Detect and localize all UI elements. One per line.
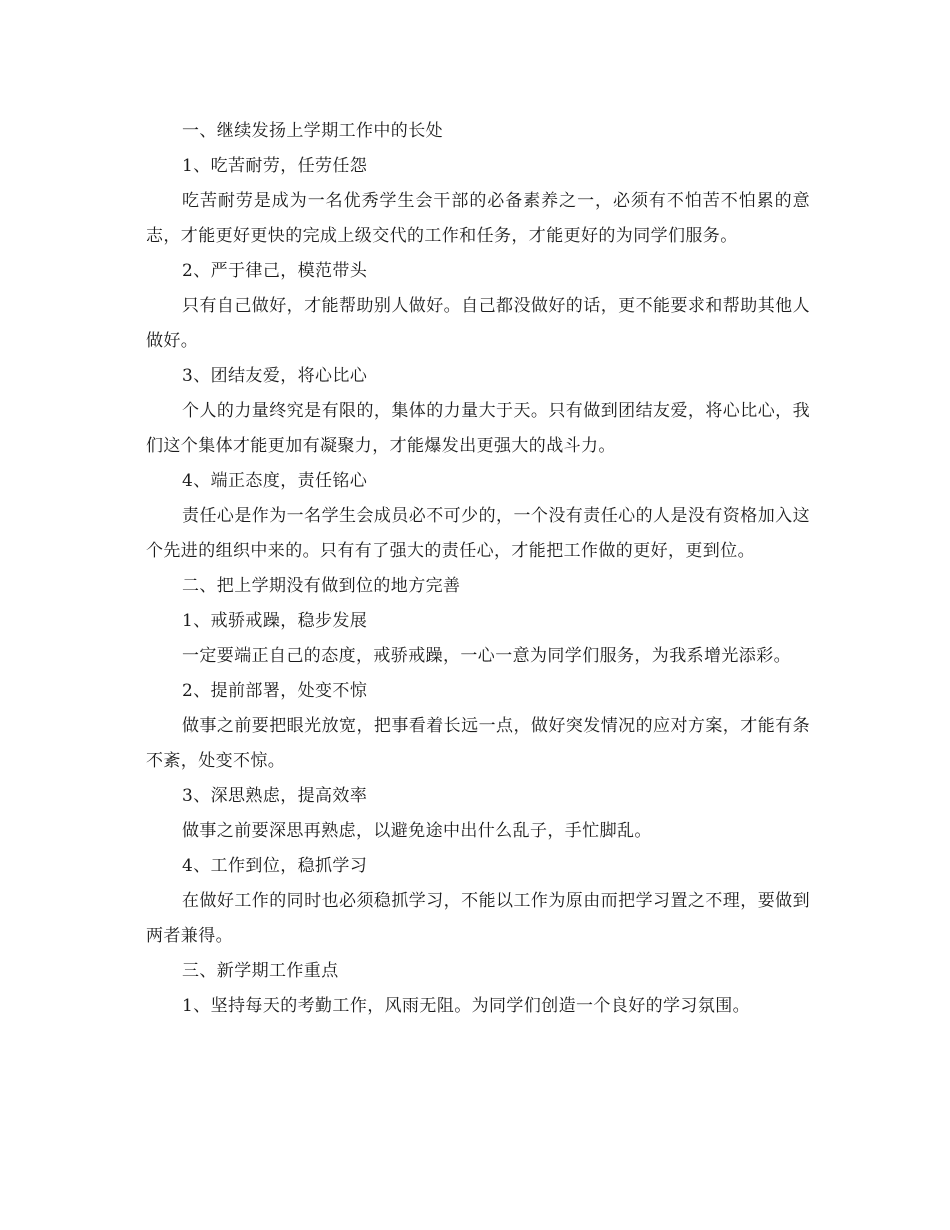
subheading-1-4: 4、端正态度，责任铭心 xyxy=(182,471,368,491)
subheading-1-3: 3、团结友爱，将心比心 xyxy=(182,366,368,386)
subheading-2-3: 3、深思熟虑，提高效率 xyxy=(182,786,368,806)
paragraph-2-4: 在做好工作的同时也必须稳抓学习，不能以工作为原由而把学习置之不理，要做到两者兼得。 xyxy=(146,891,810,946)
subheading-2-1: 1、戒骄戒躁，稳步发展 xyxy=(182,611,368,631)
subheading-1-1: 1、吃苦耐劳，任劳任怨 xyxy=(182,156,368,176)
document-body xyxy=(146,114,810,1024)
section-heading-2: 二、把上学期没有做到位的地方完善 xyxy=(182,576,461,596)
paragraph-1-4: 责任心是作为一名学生会成员必不可少的，一个没有责任心的人是没有资格加入这个先进的组织中来的。只有有了强大的责任心，才能把工作做的更好，更到位。 xyxy=(146,506,810,561)
paragraph-2-1: 一定要端正自己的态度，戒骄戒躁，一心一意为同学们服务，为我系增光添彩。 xyxy=(182,646,791,666)
paragraph-1-2: 只有自己做好，才能帮助别人做好。自己都没做好的话，更不能要求和帮助其他人做好。 xyxy=(146,296,810,351)
paragraph-1-1: 吃苦耐劳是成为一名优秀学生会干部的必备素养之一，必须有不怕苦不怕累的意志，才能更好更快的完成上级交代的工作和任务，才能更好的为同学们服务。 xyxy=(146,191,810,246)
subheading-2-4: 4、工作到位，稳抓学习 xyxy=(182,856,368,876)
section-heading-3: 三、新学期工作重点 xyxy=(182,961,339,981)
subheading-2-2: 2、提前部署，处变不惊 xyxy=(182,681,368,701)
paragraph-3-1: 1、坚持每天的考勤工作，风雨无阻。为同学们创造一个良好的学习氛围。 xyxy=(182,996,751,1016)
paragraph-2-3: 做事之前要深思再熟虑，以避免途中出什么乱子，手忙脚乱。 xyxy=(182,821,652,841)
section-heading-1: 一、继续发扬上学期工作中的长处 xyxy=(182,121,443,141)
subheading-1-2: 2、严于律己，模范带头 xyxy=(182,261,368,281)
paragraph-2-2: 做事之前要把眼光放宽，把事看着长远一点，做好突发情况的应对方案，才能有条不紊，处变不惊。 xyxy=(146,716,810,771)
paragraph-1-3: 个人的力量终究是有限的，集体的力量大于天。只有做到团结友爱，将心比心，我们这个集体才能更加有凝聚力，才能爆发出更强大的战斗力。 xyxy=(146,401,810,456)
